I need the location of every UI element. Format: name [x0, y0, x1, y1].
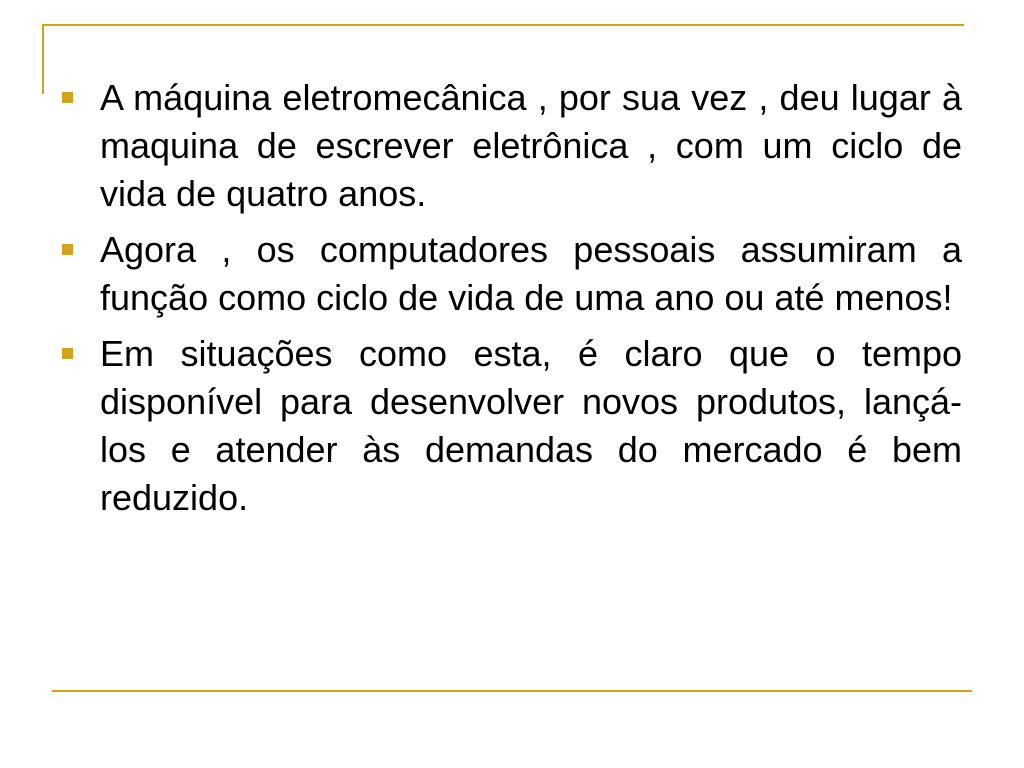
bullet-item-1 — [62, 74, 962, 218]
square-bullet-icon — [62, 92, 73, 103]
bullet-text-3: Em situações como esta, é claro que o tempo disponível para desenvolver novos produtos, lançá-los e atender às demandas do mercado é bem reduzido. — [100, 333, 962, 518]
bottom-rule — [52, 690, 972, 692]
square-bullet-icon — [62, 348, 73, 359]
top-rule — [42, 24, 964, 26]
square-bullet-icon — [62, 244, 73, 255]
bullet-text-1: A máquina eletromecânica , por sua vez , deu lugar à maquina de escrever eletrônica , com um ciclo de vida de quatro anos. — [100, 77, 962, 214]
bullet-list — [62, 74, 962, 530]
left-rule — [42, 24, 44, 94]
bullet-item-3 — [62, 330, 962, 522]
bullet-text-2: Agora , os computadores pessoais assumiram a função como ciclo de vida de uma ano ou até menos! — [100, 229, 962, 318]
bullet-item-2 — [62, 226, 962, 322]
